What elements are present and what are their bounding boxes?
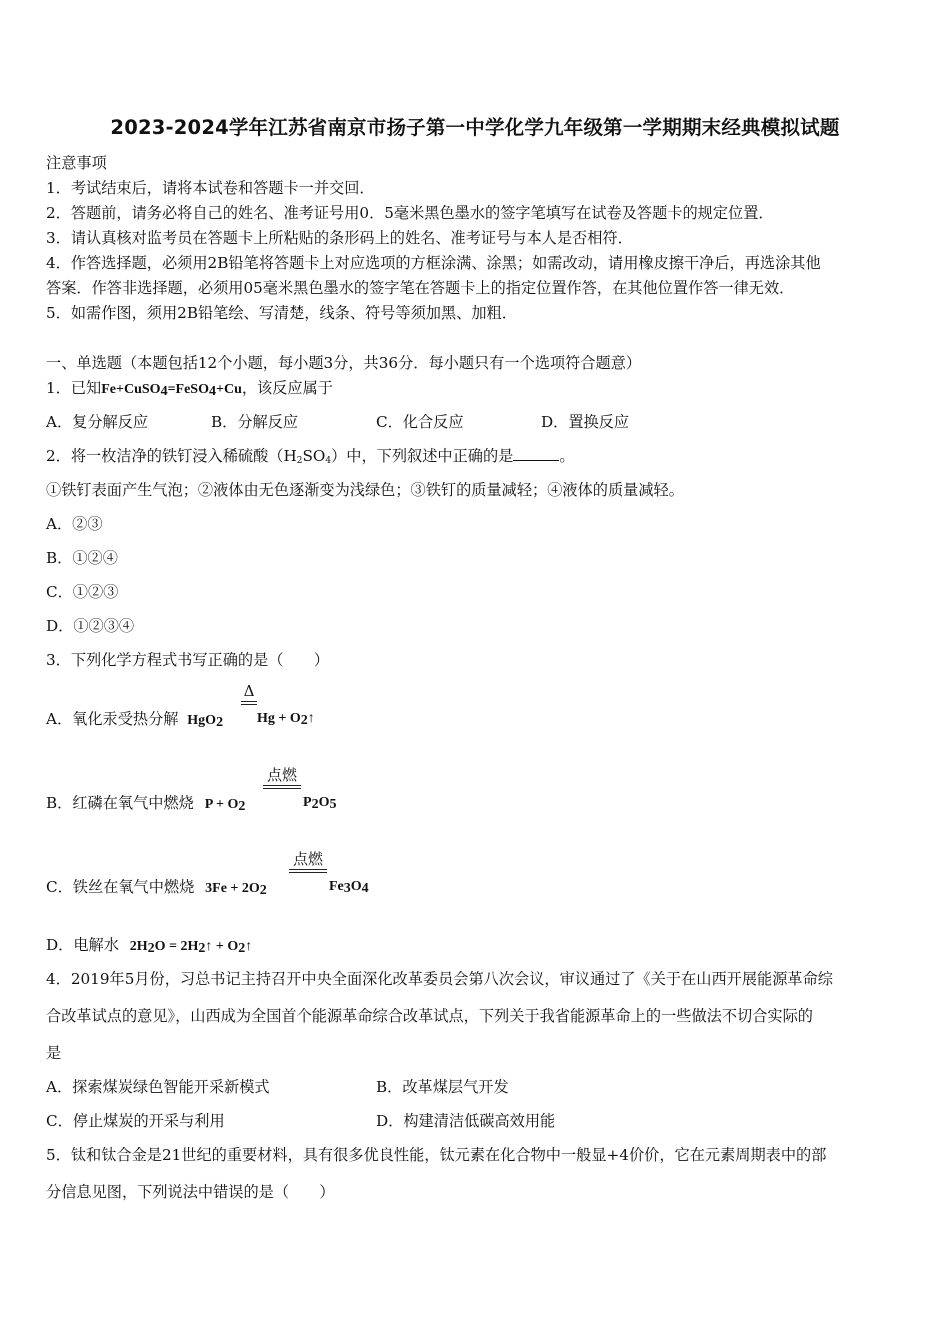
- notice-item: 2．答题前，请务必将自己的姓名、准考证号用0．5毫米黑色墨水的签字笔填写在试卷及答题卡的规定位置．: [46, 204, 774, 222]
- heat-condition: Δ: [243, 682, 255, 700]
- q1-option-b: B．分解反应: [211, 413, 299, 431]
- q1-option-c: C．化合反应: [376, 413, 464, 431]
- question-5-line: 5．钛和钛合金是21世纪的重要材料，具有很多优良性能，钛元素在化合物中一般显+4价价，它在元素周期表中的部: [46, 1146, 827, 1164]
- question-5-line: 分信息见图，下列说法中错误的是（ ）: [46, 1183, 335, 1201]
- question-4-line: 是: [46, 1044, 62, 1062]
- q2-option-d: D．①②③④: [46, 617, 135, 635]
- q3-option-c: C．铁丝在氧气中燃烧 $3Fe + 2O_2$: [46, 878, 267, 898]
- q4-option-a: A．探索煤炭绿色智能开采新模式: [46, 1078, 270, 1096]
- q4-option-c: C．停止煤炭的开采与利用: [46, 1112, 225, 1130]
- notice-item: 1．考试结束后，请将本试卷和答题卡一并交回．: [46, 179, 375, 197]
- q4-option-b: B．改革煤层气开发: [376, 1078, 509, 1096]
- equals-sign: [289, 869, 327, 873]
- equals-sign: [241, 701, 257, 705]
- q3-option-b: B．红磷在氧气中燃烧 $P + O_2$: [46, 794, 246, 814]
- q3-b-product: $P_2O_5$: [303, 795, 337, 812]
- q1-option-a: A．复分解反应: [46, 413, 149, 431]
- question-4-line: 合改革试点的意见》，山西成为全国首个能源革命综合改革试点，下列关于我省能源革命上的一些做法不切合实际的: [46, 1007, 813, 1025]
- q3-a-product: $Hg + O_2↑$: [257, 711, 315, 728]
- ignite-condition: 点燃: [266, 766, 297, 784]
- q4-option-d: D．构建清洁低碳高效用能: [376, 1112, 556, 1130]
- notice-item: 4．作答选择题，必须用2B铅笔将答题卡上对应选项的方框涂满、涂黑；如需改动，请用橡皮擦干净后，再选涂其他: [46, 254, 821, 272]
- question-3-stem: 3．下列化学方程式书写正确的是（ ）: [46, 651, 330, 669]
- question-1-stem: 1．已知Fe+CuSO$_4$=FeSO$_4$+Cu，该反应属于: [46, 379, 333, 399]
- question-2-statements: ①铁钉表面产生气泡；②液体由无色逐渐变为浅绿色；③铁钉的质量减轻；④液体的质量减轻。: [46, 481, 684, 499]
- notice-heading: 注意事项: [46, 154, 107, 172]
- question-4-line: 4．2019年5月份，习总书记主持召开中央全面深化改革委员会第八次会议，审议通过了《关于在山西开展能源革命综: [46, 970, 833, 988]
- q2-option-b: B．①②④: [46, 549, 118, 567]
- equals-sign: [263, 785, 301, 789]
- section-heading: 一、单选题（本题包括12个小题，每小题3分，共36分．每小题只有一个选项符合题意）: [46, 354, 642, 372]
- notice-item: 5．如需作图，须用2B铅笔绘、写清楚，线条、符号等须加黑、加粗．: [46, 304, 517, 322]
- answer-blank: [513, 446, 559, 461]
- notice-item: 3．请认真核对监考员在答题卡上所粘贴的条形码上的姓名、准考证号与本人是否相符．: [46, 229, 633, 247]
- q1-option-d: D．置换反应: [541, 413, 630, 431]
- notice-item: 答案．作答非选择题，必须用05毫米黑色墨水的签字笔在答题卡上的指定位置作答，在其他位置作答一律无效．: [46, 279, 795, 297]
- ignite-condition: 点燃: [292, 850, 323, 868]
- q3-option-a: A．氧化汞受热分解 HgO$_2$: [46, 710, 224, 730]
- q3-c-product: $Fe_3O_4$: [329, 879, 369, 896]
- q2-option-c: C．①②③: [46, 583, 119, 601]
- page-title: 2023-2024学年江苏省南京市扬子第一中学化学九年级第一学期期末经典模拟试题: [110, 116, 840, 139]
- q2-option-a: A．②③: [46, 515, 103, 533]
- q3-option-d: D．电解水 $2H_2O$ = $2H_2↑$ + $O_2↑$: [46, 936, 253, 956]
- question-2-stem: 2．将一枚洁净的铁钉浸入稀硫酸$(H_2SO_4)$中，下列叙述中正确的是 。: [46, 447, 575, 466]
